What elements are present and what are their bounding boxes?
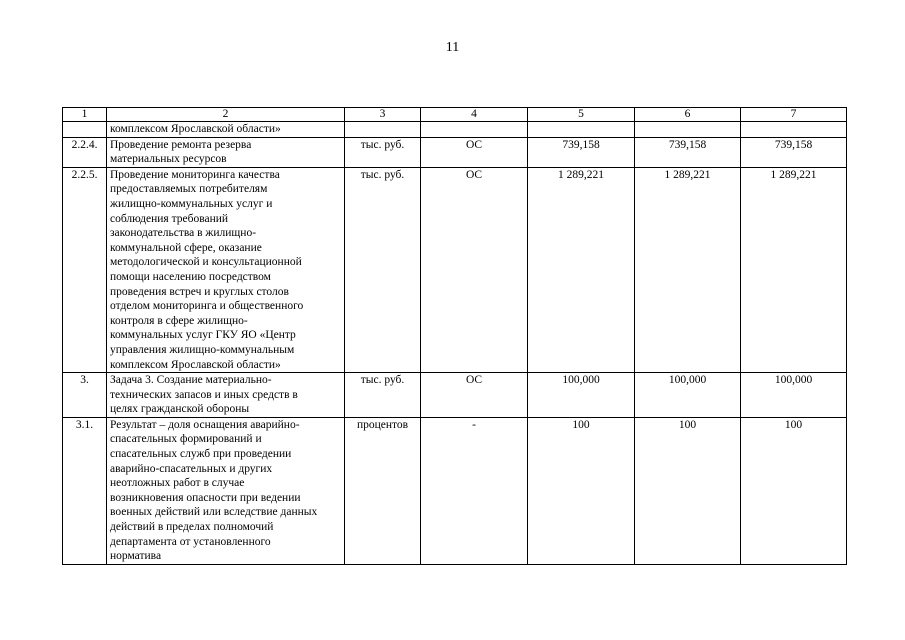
row-value-7: 100,000 xyxy=(741,373,847,418)
row-source: - xyxy=(421,417,528,564)
row-value-6: 1 289,221 xyxy=(635,167,741,372)
row-value-5: 739,158 xyxy=(528,137,635,167)
row-source: ОС xyxy=(421,137,528,167)
row-value-7: 1 289,221 xyxy=(741,167,847,372)
row-unit: процентов xyxy=(345,417,421,564)
row-name xyxy=(107,137,345,167)
row-name-text: Проведение мониторинга качества предоставляемых потребителям жилищно-коммунальных услуг и соблюдения требований законодательства в жилищно- коммунальной сфере, оказание методологической и консультационной помощи населению посредством проведения встреч и круглых столов отделом мониторинга и общественного контроля в сфере жилищно- коммунальных услуг ГКУ ЯО «Центр управления жилищно-коммунальным комплексом Ярославской области» xyxy=(110,168,304,371)
row-name xyxy=(107,122,345,138)
row-unit: тыс. руб. xyxy=(345,373,421,418)
page-number: 11 xyxy=(445,40,460,55)
row-name-text: комплексом Ярославской области» xyxy=(110,123,281,135)
header-cell: 6 xyxy=(635,108,741,122)
row-name-text: Результат – доля оснащения аварийно- спасательных формирований и спасательных служб при проведении аварийно-спасательных и других неотложных работ в случае возникновения опасности при ведении военных действий или вследствие данных действий в пределах полномочий департамента от установленного норматива xyxy=(110,418,318,563)
row-value-7: 739,158 xyxy=(741,137,847,167)
row-value-5: 100,000 xyxy=(528,373,635,418)
row-number: 3.1. xyxy=(63,417,107,564)
row-number: 3. xyxy=(63,373,107,418)
row-name xyxy=(107,373,345,418)
header-cell: 1 xyxy=(63,108,107,122)
program-table xyxy=(62,107,847,565)
row-name-text: Проведение ремонта резерва материальных ресурсов xyxy=(110,138,252,166)
table-row xyxy=(63,417,847,564)
table-row xyxy=(63,122,847,138)
row-source: ОС xyxy=(421,373,528,418)
table-row xyxy=(63,137,847,167)
row-source xyxy=(421,122,528,138)
row-value-6: 739,158 xyxy=(635,137,741,167)
row-name xyxy=(107,167,345,372)
row-number: 2.2.5. xyxy=(63,167,107,372)
row-name xyxy=(107,417,345,564)
row-unit: тыс. руб. xyxy=(345,167,421,372)
row-value-5: 100 xyxy=(528,417,635,564)
row-value-5 xyxy=(528,122,635,138)
row-unit xyxy=(345,122,421,138)
row-value-6: 100 xyxy=(635,417,741,564)
table-row xyxy=(63,167,847,372)
row-number xyxy=(63,122,107,138)
header-cell: 3 xyxy=(345,108,421,122)
table-row xyxy=(63,373,847,418)
row-number: 2.2.4. xyxy=(63,137,107,167)
row-name-text: Задача 3. Создание материально- технических запасов и иных средств в целях гражданской обороны xyxy=(110,374,298,416)
header-cell: 2 xyxy=(107,108,345,122)
row-value-7 xyxy=(741,122,847,138)
row-value-5: 1 289,221 xyxy=(528,167,635,372)
row-value-6 xyxy=(635,122,741,138)
row-value-6: 100,000 xyxy=(635,373,741,418)
header-cell: 4 xyxy=(421,108,528,122)
row-value-7: 100 xyxy=(741,417,847,564)
row-source: ОС xyxy=(421,167,528,372)
header-row xyxy=(63,108,847,122)
header-cell: 5 xyxy=(528,108,635,122)
header-cell: 7 xyxy=(741,108,847,122)
row-unit: тыс. руб. xyxy=(345,137,421,167)
